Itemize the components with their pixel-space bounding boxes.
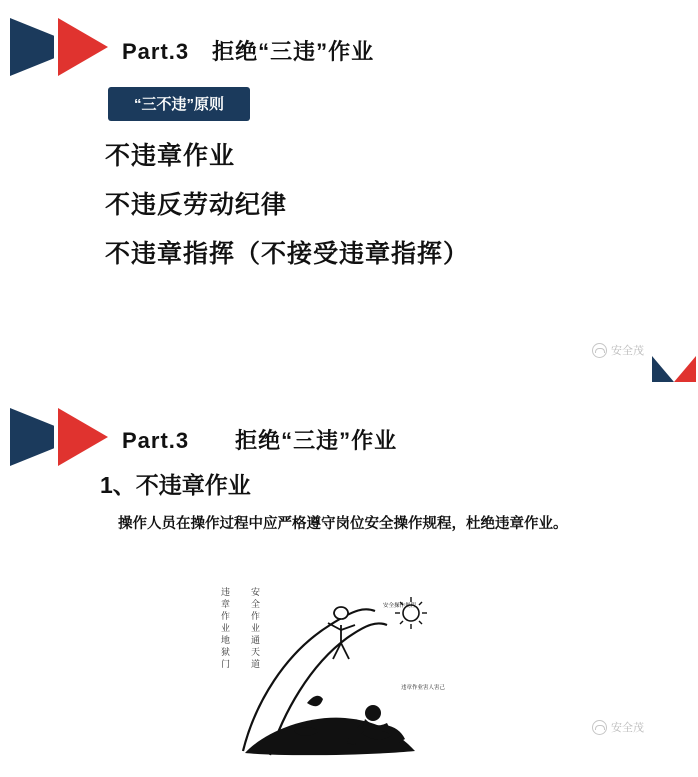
slide-part3-section1 [0, 388, 698, 777]
section-heading: 1、不违章作业 [100, 472, 251, 498]
svg-text:安全操作规程: 安全操作规程 [383, 603, 417, 609]
part-title: Part.3 拒绝“三违”作业 [122, 39, 375, 64]
corner-triangle-navy-icon [652, 356, 674, 382]
arrow-logo-mark [10, 18, 130, 76]
part-title-2: Part.3 拒绝“三违”作业 [122, 428, 398, 453]
slide-part3-principles [0, 0, 698, 388]
wechat-icon [592, 343, 607, 358]
watermark-label: 安全茂 [611, 345, 644, 357]
arrow-red-triangle-icon [58, 408, 108, 466]
wechat-icon [592, 720, 607, 735]
principle-line-1: 不违章作业 [105, 142, 236, 170]
section-body-text: 操作人员在操作过程中应严格遵守岗位安全操作规程，杜绝违章作业。 [118, 516, 568, 532]
watermark-2 [592, 719, 644, 735]
principle-line-3: 不违章指挥（不接受违章指挥） [105, 240, 470, 268]
corner-triangle-red-icon [674, 356, 696, 382]
arrow-logo-mark-2 [10, 408, 130, 466]
principle-pill-label: “三不违”原则 [108, 87, 250, 121]
illustration-caption-mid: 安全作业通天道 [250, 587, 260, 671]
watermark-label: 安全茂 [611, 722, 644, 734]
svg-text:违章作业害人害己: 违章作业害人害己 [401, 685, 446, 691]
illustration-safety-cartoon [215, 583, 460, 758]
watermark [592, 342, 644, 358]
principle-line-2: 不违反劳动纪律 [105, 191, 288, 219]
illustration-caption-left: 违章作业地狱门 [220, 587, 230, 671]
arrow-red-triangle-icon [58, 18, 108, 76]
